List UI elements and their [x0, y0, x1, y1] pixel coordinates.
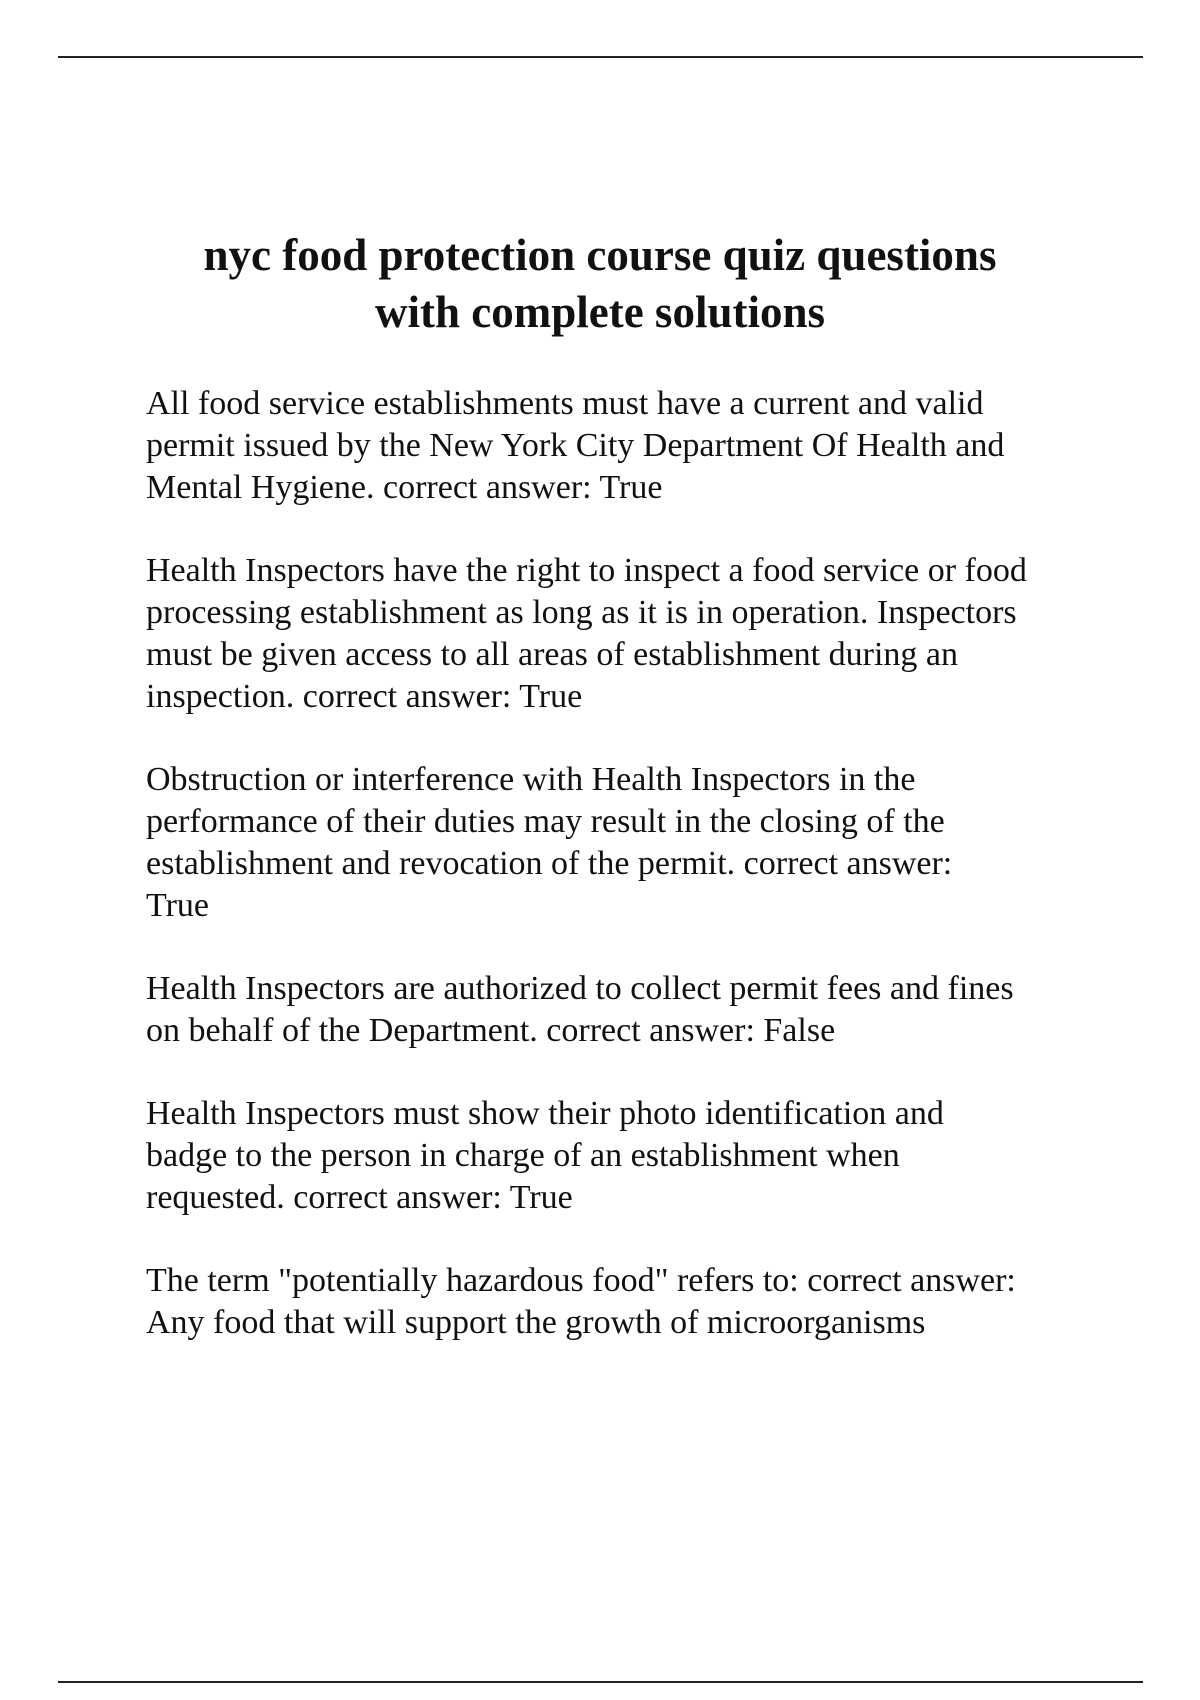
question-item-5: Health Inspectors must show their photo identification and badge to the person in charge of an establishment when requested. correct answer: True: [146, 1095, 944, 1216]
header-rule: [58, 56, 1143, 58]
footer-rule: [58, 1681, 1143, 1683]
document-title-line-1: nyc food protection course quiz questions: [203, 230, 997, 280]
document-title-line-2: with complete solutions: [375, 287, 825, 337]
question-item-3: Obstruction or interference with Health Inspectors in the performance of their duties may result in the closing of the establishment and revocation of the permit. correct answer: True: [146, 761, 953, 924]
question-item-4: Health Inspectors are authorized to collect permit fees and fines on behalf of the Department. correct answer: False: [146, 970, 1014, 1049]
question-item-6: The term "potentially hazardous food" refers to: correct answer: Any food that will support the growth of microorganisms: [146, 1262, 1016, 1341]
question-item-1: All food service establishments must have a current and valid permit issued by the New York City Department Of Health and Mental Hygiene. correct answer: True: [146, 385, 1005, 506]
document-title: [100, 227, 1100, 341]
question-list: [146, 383, 1106, 1385]
question-item-2: Health Inspectors have the right to inspect a food service or food processing establishment as long as it is in operation. Inspectors must be given access to all areas of establishment during an inspection. correct answer: True: [146, 552, 1027, 715]
